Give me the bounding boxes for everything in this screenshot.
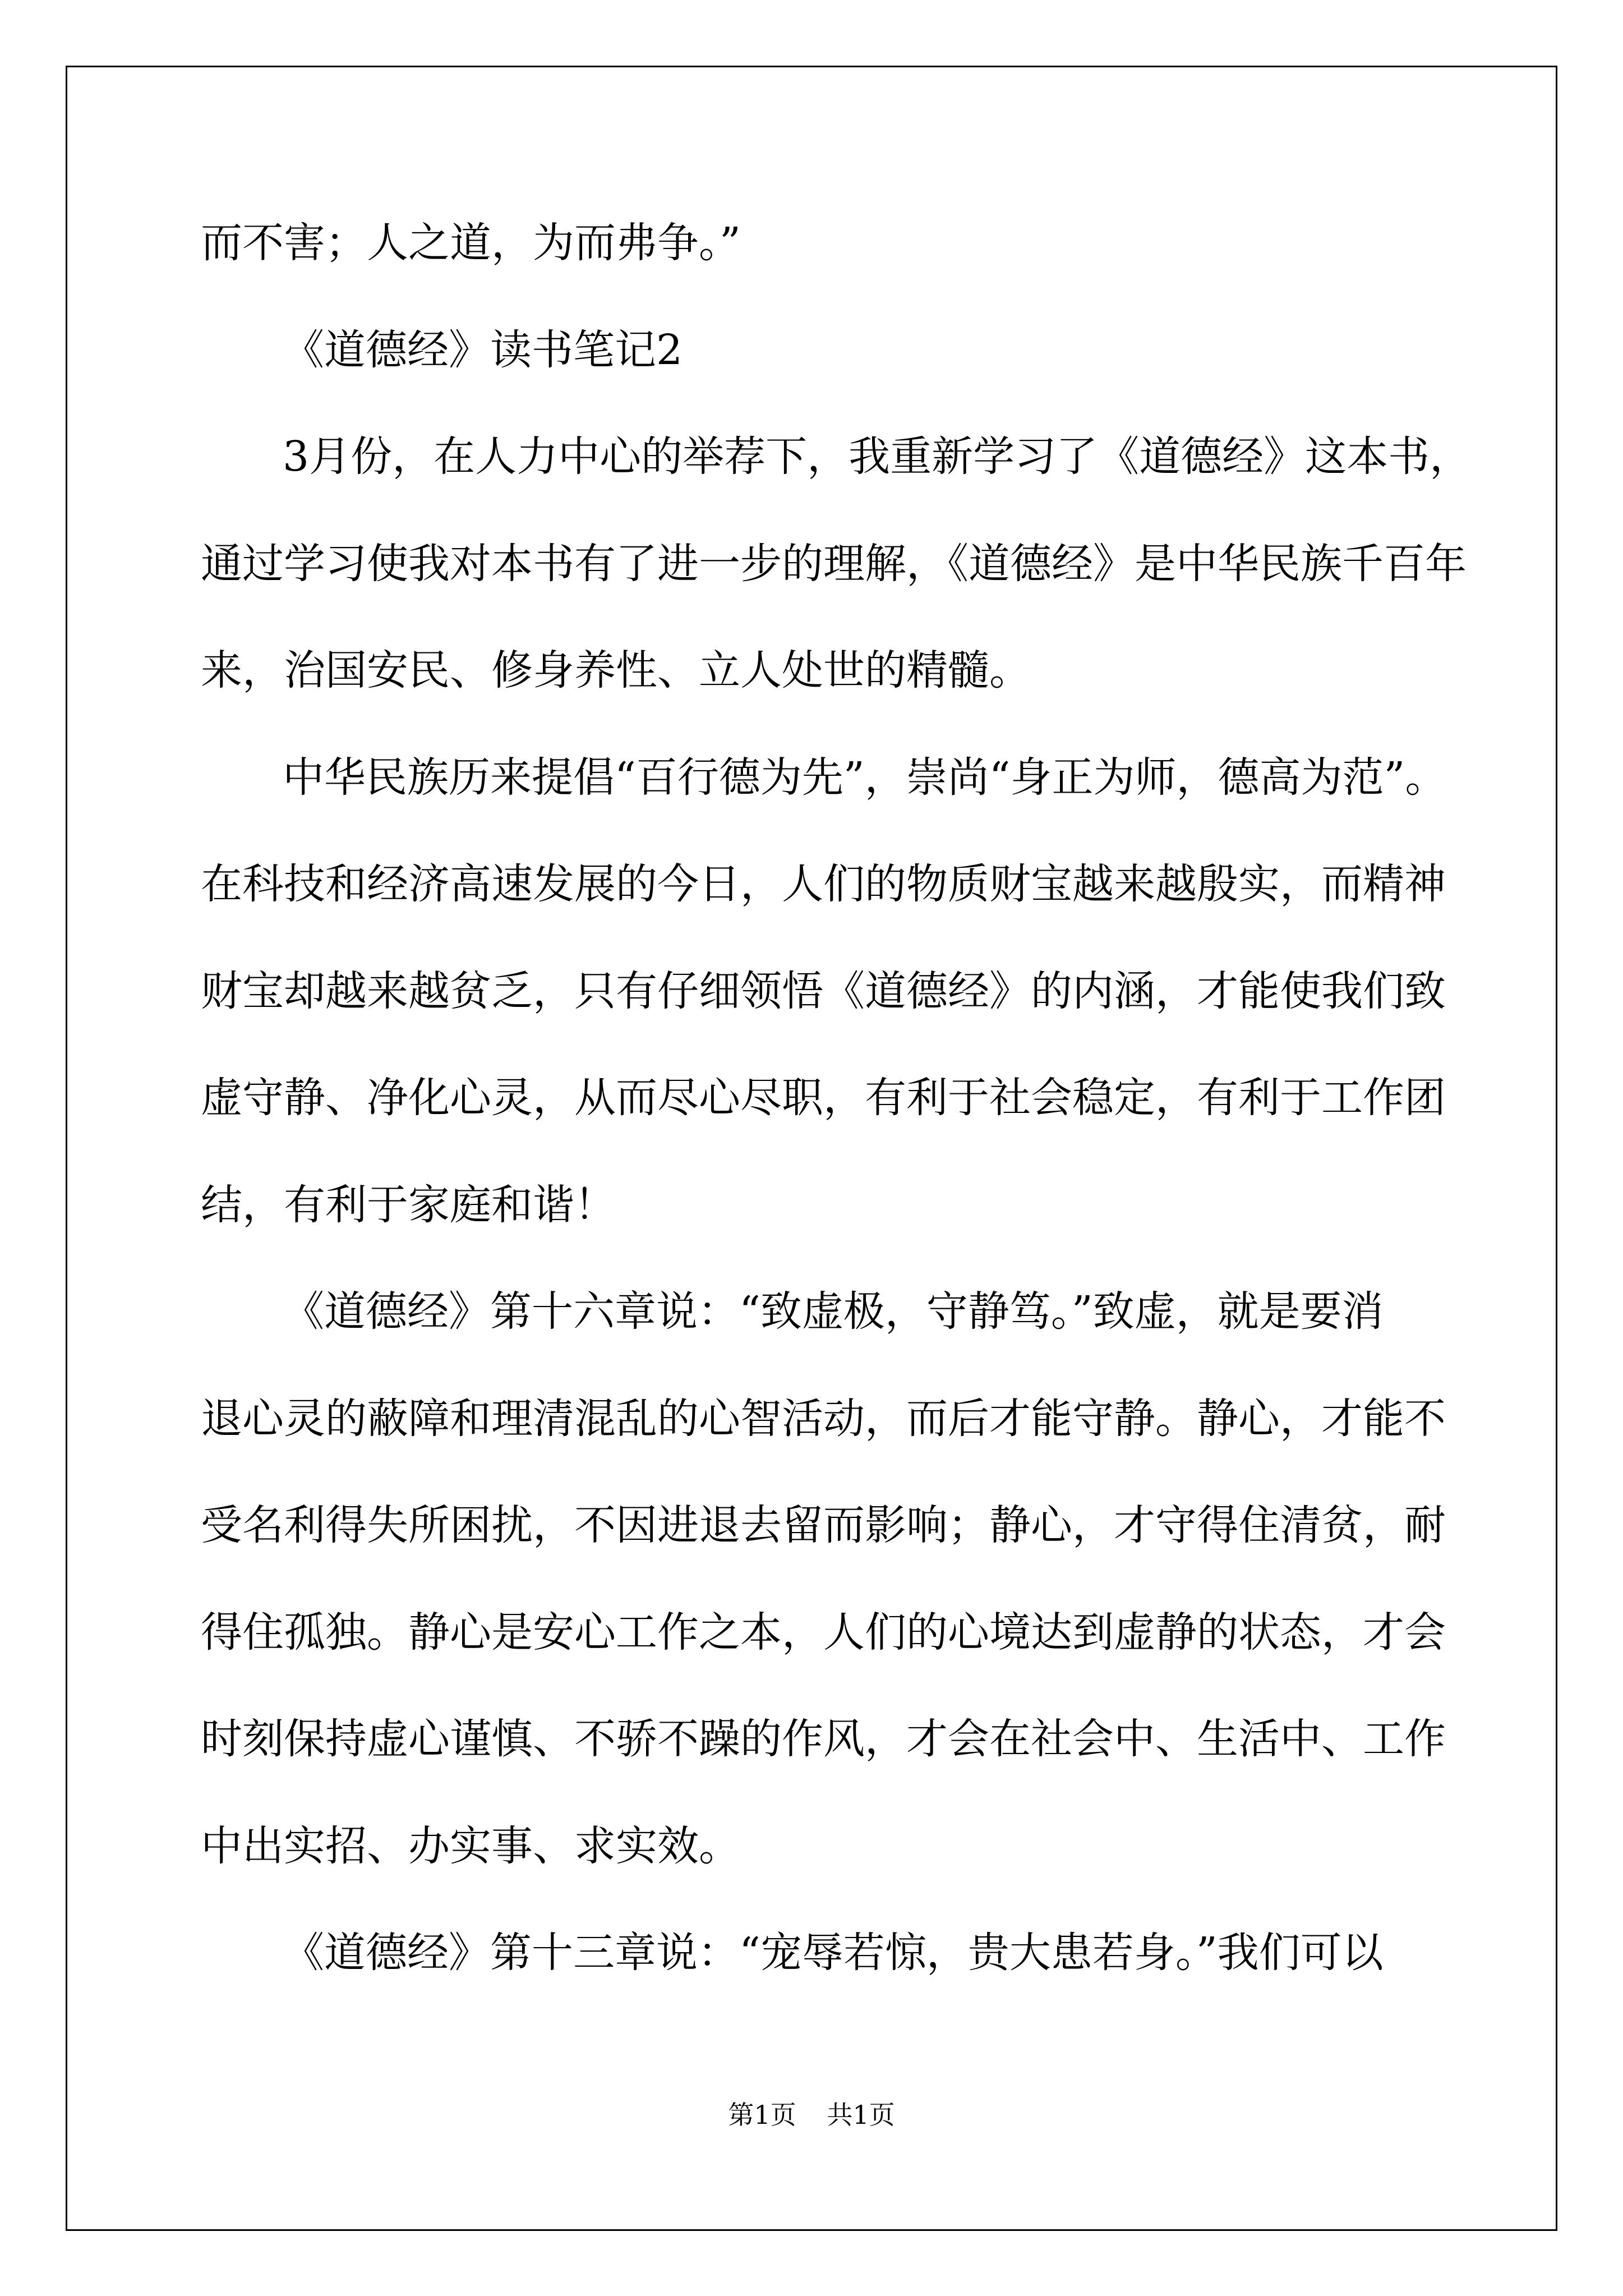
page-number: 第1页 [728, 2100, 796, 2130]
text-line: 《道德经》读书笔记2 [283, 326, 683, 374]
page-total: 共1页 [827, 2100, 895, 2130]
text-line: 在科技和经济高速发展的今日，人们的物质财宝越来越殷实，而精神 [201, 860, 1446, 908]
text-line: 虚守静、净化心灵，从而尽心尽职，有利于社会稳定，有利于工作团 [201, 1074, 1446, 1122]
page-footer [0, 2098, 1623, 2132]
text-line: 退心灵的蔽障和理清混乱的心智活动，而后才能守静。静心，才能不 [201, 1395, 1446, 1443]
text-line: 来，治国安民、修身养性、立人处世的精髓。 [201, 646, 1031, 694]
text-line: 受名利得失所困扰，不因进退去留而影响；静心，才守得住清贫，耐 [201, 1501, 1446, 1549]
text-line: 中华民族历来提倡“百行德为先”，崇尚“身正为师，德高为范”。 [283, 753, 1447, 802]
text-line: 而不害；人之道，为而弗争。” [201, 219, 741, 267]
text-line: 3月份，在人力中心的举荐下，我重新学习了《道德经》这本书， [283, 432, 1472, 481]
text-line: 中出实招、办实事、求实效。 [201, 1822, 740, 1870]
text-line: 得住孤独。静心是安心工作之本，人们的心境达到虚静的状态，才会 [201, 1608, 1446, 1657]
text-line: 《道德经》第十三章说：“宠辱若惊，贵大患若身。”我们可以 [283, 1929, 1384, 1977]
text-line: 财宝却越来越贫乏，只有仔细领悟《道德经》的内涵，才能使我们致 [201, 967, 1446, 1015]
text-line: 结，有利于家庭和谐！ [201, 1181, 616, 1229]
text-line: 通过学习使我对本书有了进一步的理解，《道德经》是中华民族千百年 [201, 540, 1467, 588]
text-line: 《道德经》第十六章说：“致虚极，守静笃。”致虚，就是要消 [283, 1287, 1384, 1336]
text-line: 时刻保持虚心谨慎、不骄不躁的作风，才会在社会中、生活中、工作 [201, 1715, 1446, 1763]
